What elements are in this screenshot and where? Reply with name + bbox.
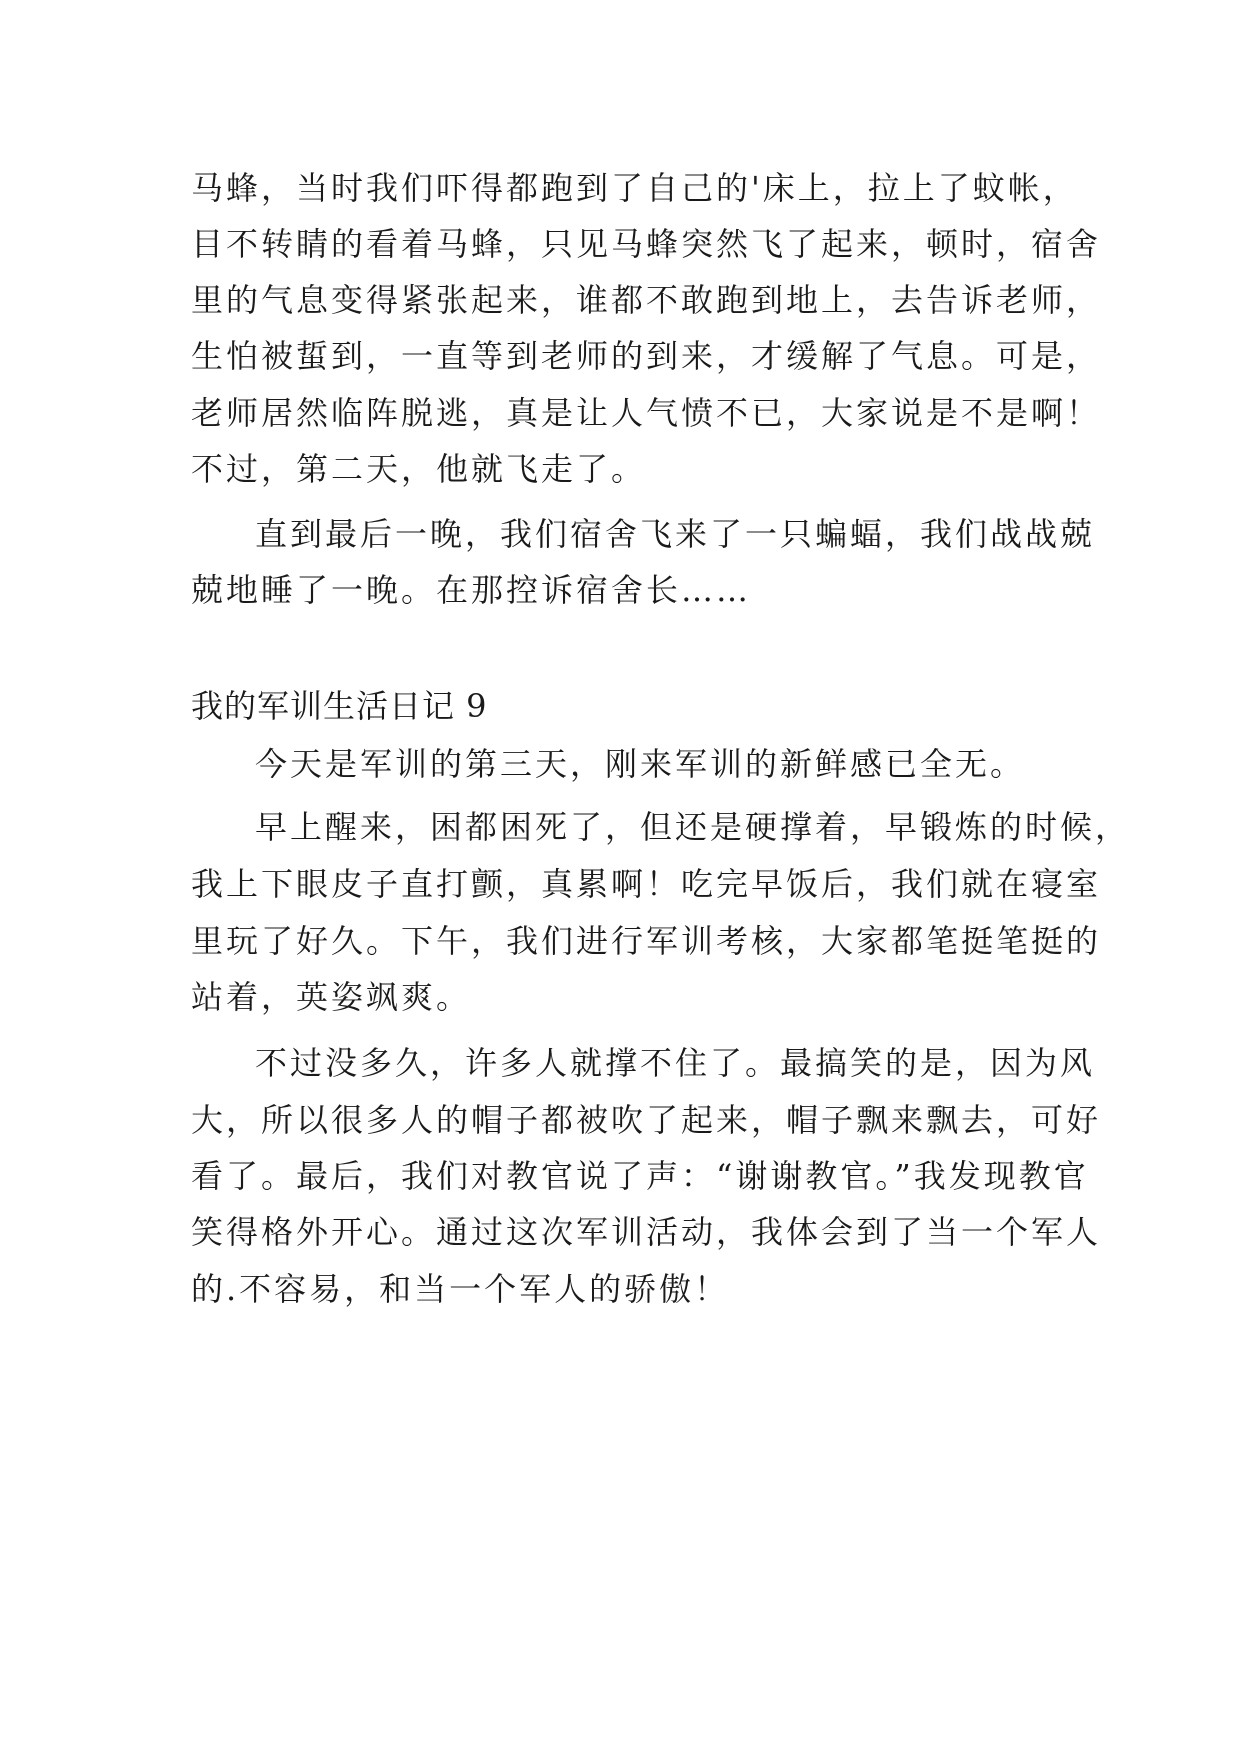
paragraph-line: 大，所以很多人的帽子都被吹了起来，帽子飘来飘去，可好 — [191, 1101, 1102, 1139]
paragraph-line: 直到最后一晚，我们宿舍飞来了一只蝙蝠，我们战战兢 — [255, 515, 1096, 553]
paragraph-line: 看了。最后，我们对教官说了声：“谢谢教官。”我发现教官 — [191, 1157, 1089, 1195]
paragraph-line: 今天是军训的第三天，刚来军训的新鲜感已全无。 — [255, 745, 1026, 783]
paragraph-line: 我上下眼皮子直打颤，真累啊！吃完早饭后，我们就在寝室 — [191, 865, 1102, 903]
paragraph-line: 老师居然临阵脱逃，真是让人气愤不已，大家说是不是啊！ — [191, 394, 1102, 432]
paragraph-line: 不过，第二天，他就飞走了。 — [191, 450, 647, 488]
paragraph-line: 兢地睡了一晚。在那控诉宿舍长…… — [191, 571, 752, 609]
paragraph-line: 站着，英姿飒爽。 — [191, 978, 472, 1016]
paragraph-line: 里的气息变得紧张起来，谁都不敢跑到地上，去告诉老师， — [191, 281, 1102, 319]
paragraph-line: 马蜂，当时我们吓得都跑到了自己的'床上，拉上了蚊帐， — [191, 169, 1078, 207]
paragraph-line: 不过没多久，许多人就撑不住了。最搞笑的是，因为风 — [255, 1044, 1096, 1082]
paragraph-line: 的.不容易，和当一个军人的骄傲！ — [191, 1270, 730, 1308]
paragraph-line: 笑得格外开心。通过这次军训活动，我体会到了当一个军人 — [191, 1213, 1102, 1251]
paragraph-line: 里玩了好久。下午，我们进行军训考核，大家都笔挺笔挺的 — [191, 922, 1102, 960]
paragraph-line: 目不转睛的看着马蜂，只见马蜂突然飞了起来，顿时，宿舍 — [191, 225, 1102, 263]
paragraph-line: 生怕被蜇到，一直等到老师的到来，才缓解了气息。可是， — [191, 337, 1102, 375]
section-heading: 我的军训生活日记 9 — [191, 687, 488, 725]
paragraph-line: 早上醒来，困都困死了，但还是硬撑着，早锻炼的时候， — [255, 808, 1131, 846]
